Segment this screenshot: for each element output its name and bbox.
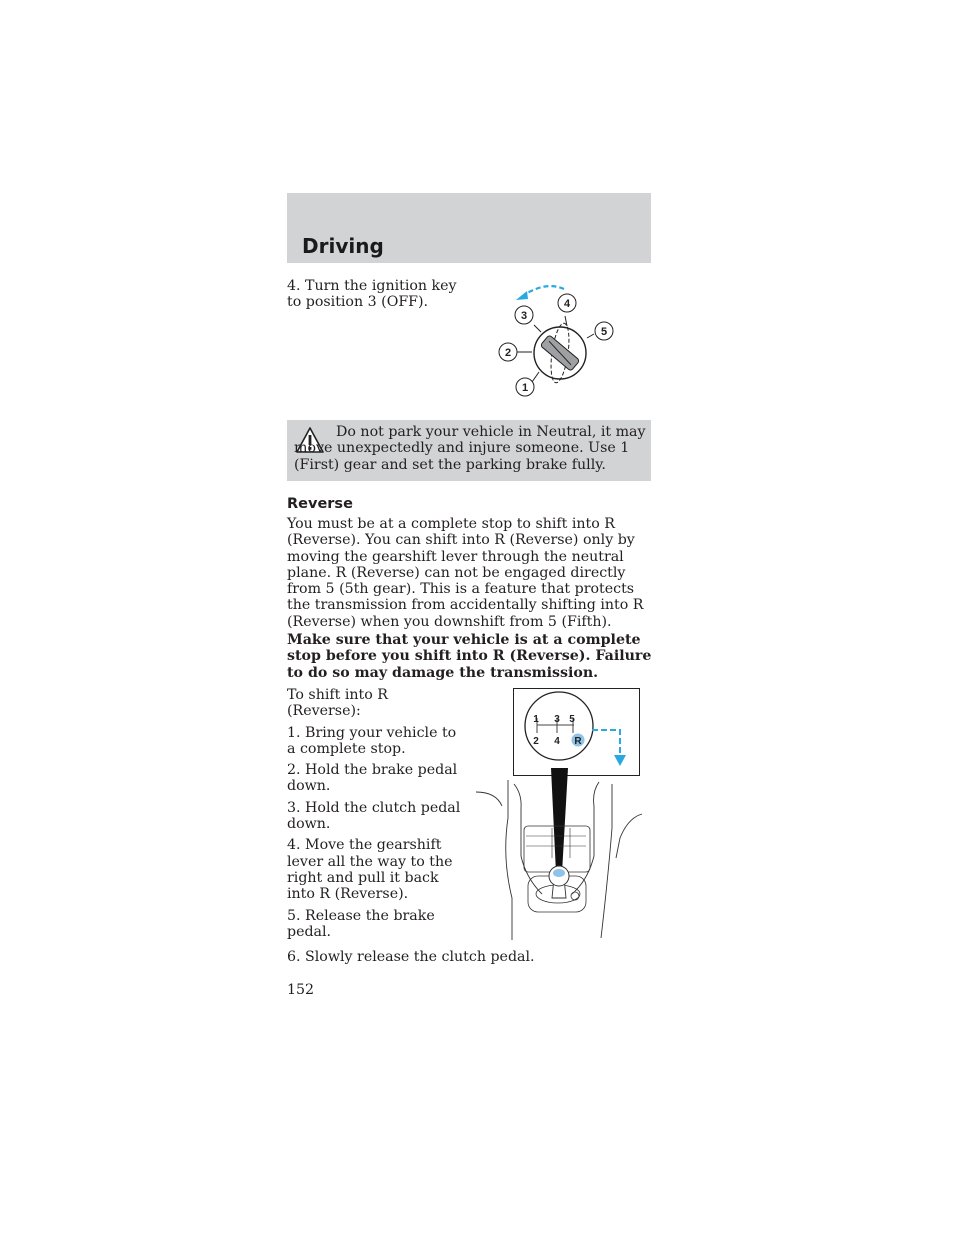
reverse-bold-notice: Make sure that your vehicle is at a complete stop before you shift into R (Reverse). Failure to do so may damage the transmission. [287, 632, 652, 681]
gearshift-diagram [474, 688, 644, 943]
reverse-step-6: 6. Slowly release the clutch pedal. [287, 949, 535, 965]
ignition-position-marker-2 [499, 343, 517, 361]
gear-label-4: 4 [554, 736, 560, 747]
reverse-intro: To shift into R (Reverse): [287, 687, 388, 720]
section-title: Driving [302, 234, 384, 258]
ignition-step-text: 4. Turn the ignition key to position 3 (OFF). [287, 278, 457, 311]
ignition-position-marker-5 [595, 322, 613, 340]
page-number: 152 [287, 982, 315, 998]
ignition-position-2: 2 [504, 347, 512, 359]
warning-text: Do not park your vehicle in Neutral, it may move unexpectedly and injure someone. Use 1 (First) gear and set the parking brake fully. [294, 424, 646, 473]
reverse-heading: Reverse [287, 496, 353, 512]
gear-label-2: 2 [533, 736, 539, 747]
ignition-position-1: 1 [521, 382, 529, 394]
section-header [287, 193, 651, 263]
reverse-step-3: 3. Hold the clutch pedal down. [287, 799, 461, 833]
reverse-step-4: 4. Move the gearshift lever all the way to the right and pull it back into R (Reverse). [287, 837, 453, 903]
ignition-position-marker-3 [515, 306, 533, 324]
reverse-steps [287, 687, 462, 945]
ignition-position-marker-4 [558, 294, 576, 312]
gear-label-r: R [574, 736, 582, 747]
reverse-step-5: 5. Release the brake pedal. [287, 907, 435, 940]
ignition-position-marker-1 [516, 378, 534, 396]
ignition-position-5: 5 [600, 326, 608, 338]
reverse-step-2: 2. Hold the brake pedal down. [287, 762, 458, 795]
reverse-paragraph: You must be at a complete stop to shift into R (Reverse). You can shift into R (Reverse) only by moving the gearshift lever through the neutral plane. R (Reverse) can not be engaged directly from 5 (5th gear). This is a feature that protects the transmission from accidentally shifting into R (Reverse) when you downshift from 5 (Fifth). [287, 516, 644, 630]
gear-label-1: 1 [533, 714, 539, 725]
ignition-switch-diagram [494, 283, 616, 403]
gear-label-3: 3 [554, 714, 560, 725]
ignition-position-4: 4 [563, 298, 571, 310]
gear-label-5: 5 [569, 714, 575, 725]
reverse-step-1: 1. Bring your vehicle to a complete stop. [287, 724, 457, 757]
ignition-position-3: 3 [520, 310, 528, 322]
warning-box [287, 420, 651, 481]
